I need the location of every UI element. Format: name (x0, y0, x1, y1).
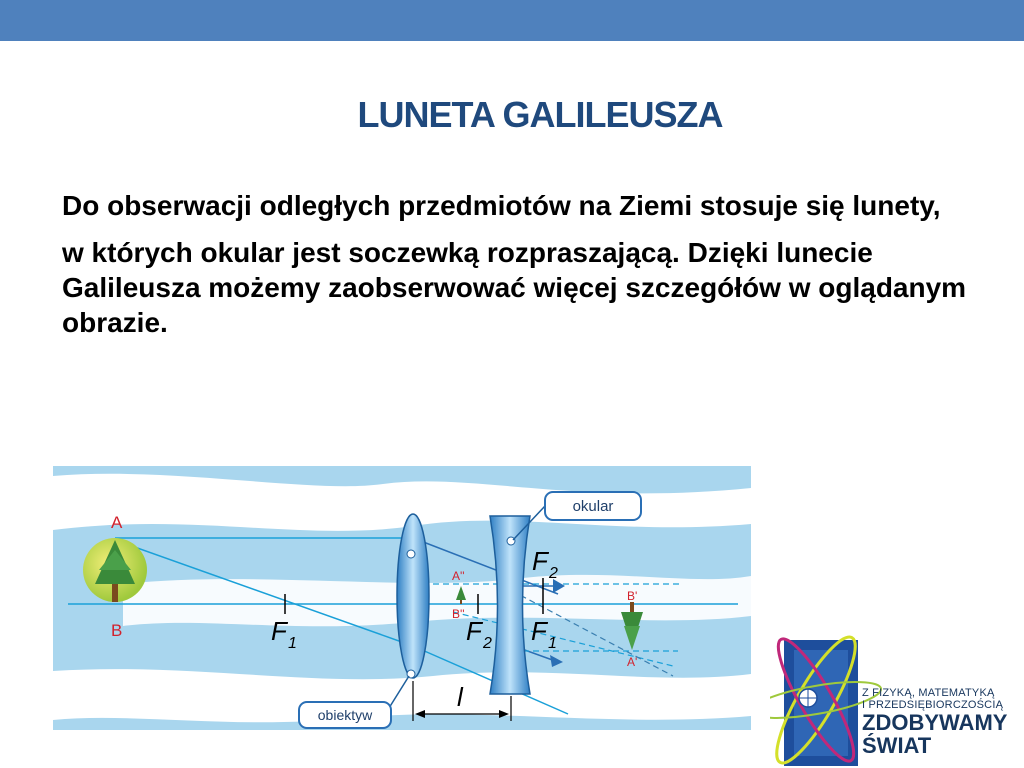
label-A-prime: A' (627, 655, 638, 669)
label-B-prime: B' (627, 589, 638, 603)
top-bar (0, 0, 1024, 41)
body-text (62, 188, 982, 352)
logo-line-1: Z FIZYKĄ, MATEMATYKĄ (862, 687, 995, 699)
logo-line-3: ZDOBYWAMY (862, 710, 1008, 735)
paragraph-2: w których okular jest soczewką rozpraszającą. Dzięki lunecie Galileusza możemy zaobserwować więcej szczegółów w oglądanym obrazie. (62, 237, 967, 338)
label-F2-upper-sub: 2 (549, 565, 558, 582)
label-A-double: A'' (452, 569, 465, 583)
logo-line-4: ŚWIAT (862, 733, 932, 758)
logo-line-2: I PRZEDSIĘBIORCZOŚCIĄ (862, 699, 1004, 711)
object-tree (83, 538, 147, 602)
paragraph-1: Do obserwacji odległych przedmiotów na Ziemi stosuje się lunety, (62, 190, 941, 221)
label-F1-right-sub: 1 (548, 635, 557, 652)
slide-title: LUNETA GALILEUSZA (357, 94, 723, 135)
label-A: A (111, 513, 123, 532)
label-B-double: B'' (452, 607, 465, 621)
label-F2-upper-letter: F (532, 546, 548, 576)
label-F1-right-letter: F (531, 616, 547, 646)
objective-label: obiektyw (317, 707, 373, 723)
label-B: B (111, 621, 123, 640)
label-F2-lower-letter: F (466, 616, 482, 646)
label-F1-left-letter: F (271, 616, 287, 646)
label-distance-l: l (457, 682, 463, 712)
label-F2-lower-sub: 2 (483, 635, 492, 652)
galilean-telescope-diagram (53, 466, 751, 730)
label-F1-left-sub: 1 (288, 635, 297, 652)
eyepiece-label: okular (572, 498, 614, 515)
objective-lens (397, 514, 429, 678)
